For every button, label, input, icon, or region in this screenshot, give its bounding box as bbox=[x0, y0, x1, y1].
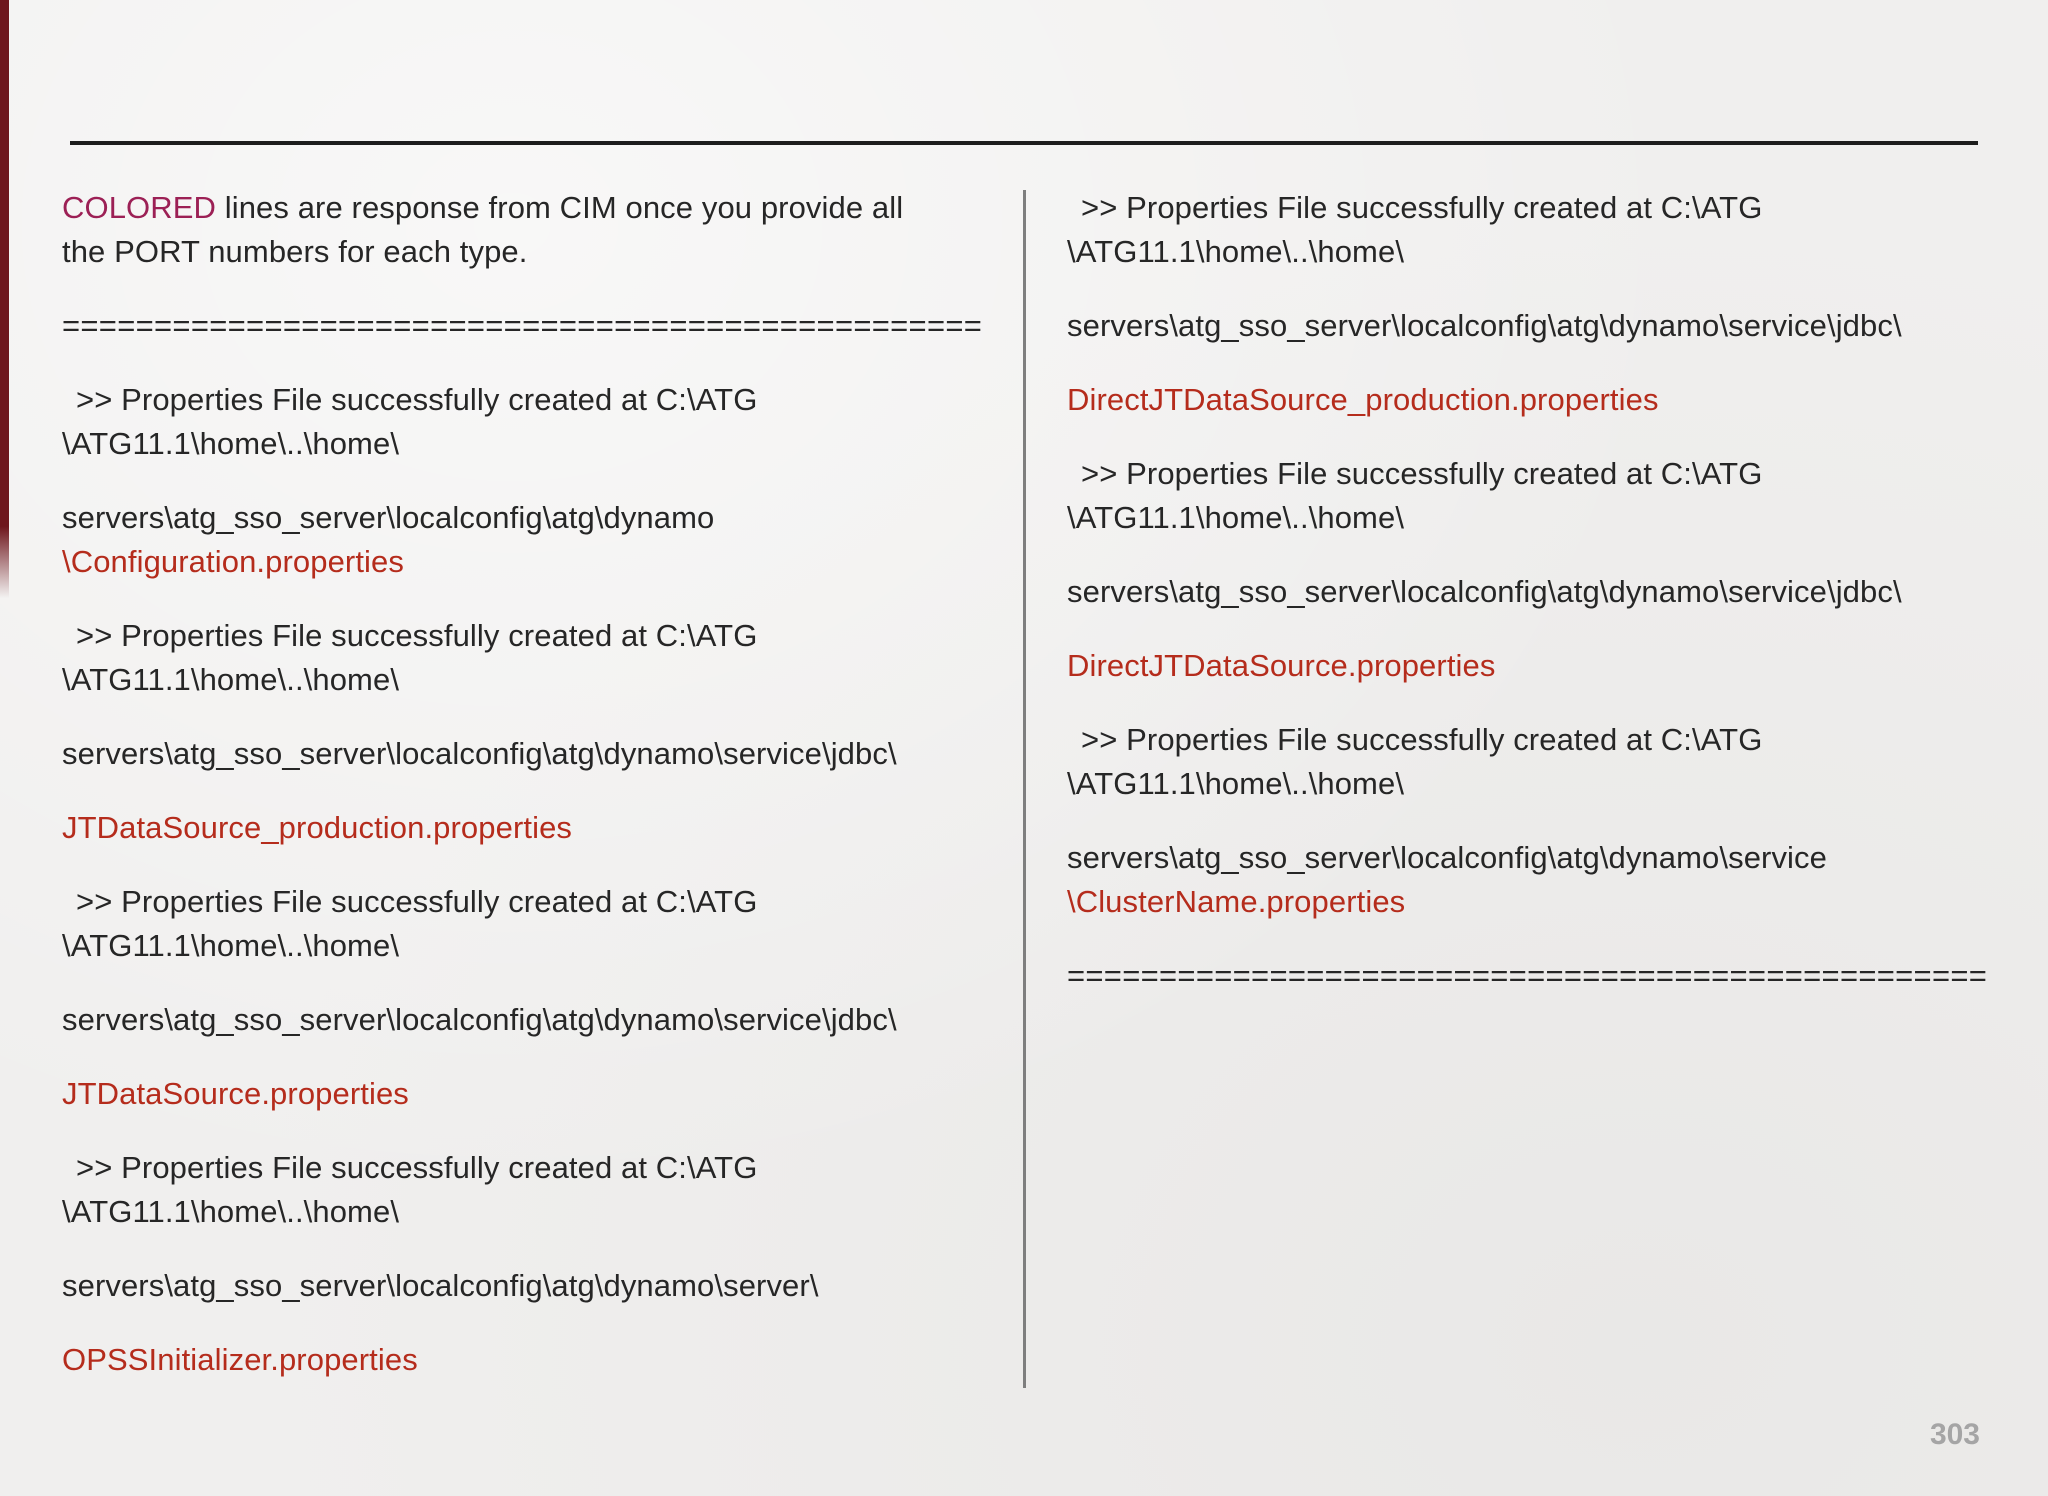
cim-response-message bbox=[62, 1146, 1022, 1234]
plain-text: ================================================== bbox=[1067, 958, 1988, 993]
text-line bbox=[1067, 954, 1997, 998]
plain-text: servers\atg_sso_server\localconfig\atg\dynamo\service\jdbc\ bbox=[1067, 308, 1902, 343]
right-column bbox=[1067, 186, 1997, 1028]
plain-text: ================================================== bbox=[62, 308, 983, 343]
note-colored-lines bbox=[62, 186, 1022, 274]
left-column bbox=[62, 186, 1022, 1412]
text-line bbox=[62, 1190, 1022, 1234]
plain-text: servers\atg_sso_server\localconfig\atg\dynamo\service\jdbc\ bbox=[62, 1002, 897, 1037]
plain-text: >> Properties File successfully created at C:\ATG bbox=[1081, 456, 1763, 491]
text-line bbox=[1067, 304, 1997, 348]
properties-file-name bbox=[62, 1072, 1022, 1116]
plain-text: \ATG11.1\home\..\home\ bbox=[62, 928, 400, 963]
properties-file-path bbox=[62, 1264, 1022, 1308]
separator bbox=[62, 304, 1022, 348]
text-line bbox=[62, 658, 1022, 702]
plain-text: >> Properties File successfully created at C:\ATG bbox=[76, 884, 758, 919]
plain-text: \ATG11.1\home\..\home\ bbox=[1067, 766, 1405, 801]
cim-response-message bbox=[1067, 718, 1997, 806]
text-line bbox=[62, 614, 1022, 658]
text-line bbox=[1067, 570, 1997, 614]
text-line bbox=[62, 1146, 1022, 1190]
plain-text: >> Properties File successfully created at C:\ATG bbox=[76, 1150, 758, 1185]
properties-filename: OPSSInitializer.properties bbox=[62, 1342, 418, 1377]
properties-file-path bbox=[1067, 304, 1997, 348]
text-line bbox=[62, 422, 1022, 466]
properties-file-name bbox=[62, 806, 1022, 850]
text-line bbox=[1067, 762, 1997, 806]
text-line bbox=[62, 186, 1022, 230]
cim-response-message bbox=[1067, 452, 1997, 540]
properties-filename: \ClusterName.properties bbox=[1067, 884, 1406, 919]
plain-text: \ATG11.1\home\..\home\ bbox=[62, 426, 400, 461]
plain-text: \ATG11.1\home\..\home\ bbox=[1067, 234, 1405, 269]
plain-text: >> Properties File successfully created at C:\ATG bbox=[76, 382, 758, 417]
text-line bbox=[1067, 644, 1997, 688]
page-number: 303 bbox=[1929, 1418, 1980, 1451]
colored-keyword: COLORED bbox=[62, 190, 217, 225]
properties-filename: DirectJTDataSource.properties bbox=[1067, 648, 1496, 683]
column-divider bbox=[1023, 190, 1026, 1388]
plain-text: servers\atg_sso_server\localconfig\atg\dynamo bbox=[62, 500, 715, 535]
text-line bbox=[62, 1072, 1022, 1116]
plain-text: >> Properties File successfully created at C:\ATG bbox=[76, 618, 758, 653]
text-line bbox=[62, 378, 1022, 422]
plain-text: the PORT numbers for each type. bbox=[62, 234, 528, 269]
properties-file-name bbox=[62, 1338, 1022, 1382]
text-line bbox=[62, 806, 1022, 850]
text-line bbox=[1067, 186, 1997, 230]
text-line bbox=[62, 880, 1022, 924]
text-line bbox=[62, 540, 1022, 584]
plain-text: servers\atg_sso_server\localconfig\atg\dynamo\service\jdbc\ bbox=[1067, 574, 1902, 609]
book-edge-strip bbox=[0, 0, 9, 598]
plain-text: lines are response from CIM once you provide all bbox=[216, 190, 904, 225]
plain-text: servers\atg_sso_server\localconfig\atg\dynamo\server\ bbox=[62, 1268, 819, 1303]
top-horizontal-rule bbox=[70, 141, 1978, 145]
text-line bbox=[62, 732, 1022, 776]
plain-text: >> Properties File successfully created at C:\ATG bbox=[1081, 190, 1763, 225]
plain-text: servers\atg_sso_server\localconfig\atg\dynamo\service\jdbc\ bbox=[62, 736, 897, 771]
properties-file-path bbox=[1067, 570, 1997, 614]
text-line bbox=[62, 1264, 1022, 1308]
properties-file-path bbox=[62, 998, 1022, 1042]
cim-response-message bbox=[1067, 186, 1997, 274]
text-line bbox=[1067, 230, 1997, 274]
plain-text: >> Properties File successfully created at C:\ATG bbox=[1081, 722, 1763, 757]
properties-file-name bbox=[1067, 644, 1997, 688]
text-line bbox=[62, 924, 1022, 968]
properties-file-path bbox=[1067, 836, 1997, 924]
plain-text: servers\atg_sso_server\localconfig\atg\dynamo\service bbox=[1067, 840, 1827, 875]
text-line bbox=[1067, 452, 1997, 496]
cim-response-message bbox=[62, 378, 1022, 466]
properties-file-path bbox=[62, 732, 1022, 776]
text-line bbox=[1067, 718, 1997, 762]
properties-filename: JTDataSource.properties bbox=[62, 1076, 409, 1111]
plain-text: \ATG11.1\home\..\home\ bbox=[1067, 500, 1405, 535]
text-line bbox=[62, 1338, 1022, 1382]
text-line bbox=[1067, 836, 1997, 880]
properties-file-path bbox=[62, 496, 1022, 584]
text-line bbox=[62, 496, 1022, 540]
text-line bbox=[1067, 496, 1997, 540]
text-line bbox=[62, 230, 1022, 274]
properties-filename: DirectJTDataSource_production.properties bbox=[1067, 382, 1659, 417]
text-line bbox=[62, 998, 1022, 1042]
properties-filename: JTDataSource_production.properties bbox=[62, 810, 573, 845]
separator bbox=[1067, 954, 1997, 998]
properties-file-name bbox=[1067, 378, 1997, 422]
text-line bbox=[62, 304, 1022, 348]
cim-response-message bbox=[62, 880, 1022, 968]
plain-text: \ATG11.1\home\..\home\ bbox=[62, 662, 400, 697]
properties-filename: \Configuration.properties bbox=[62, 544, 404, 579]
cim-response-message bbox=[62, 614, 1022, 702]
text-line bbox=[1067, 378, 1997, 422]
text-line bbox=[1067, 880, 1997, 924]
plain-text: \ATG11.1\home\..\home\ bbox=[62, 1194, 400, 1229]
